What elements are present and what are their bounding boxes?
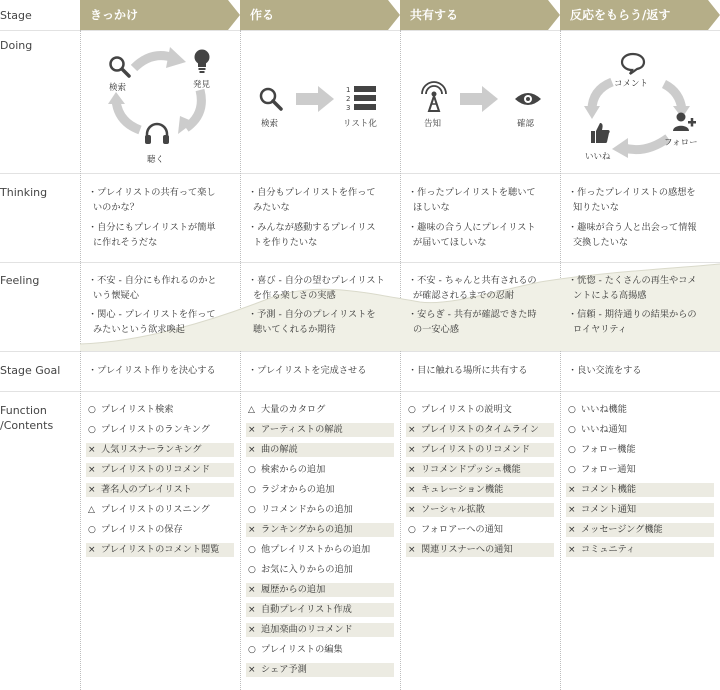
doing-label-listen: 聴く — [147, 155, 165, 165]
search-icon — [258, 86, 284, 112]
feeling-text: の一安心感 — [413, 324, 459, 335]
stage-goal-text: ・目に触れる場所に共有する — [408, 365, 528, 376]
function-item-label: 関連リスナーへの通知 — [421, 544, 513, 555]
function-status-mark: ○ — [568, 425, 576, 435]
function-item — [246, 523, 394, 537]
function-item — [566, 483, 714, 497]
thinking-text: いのかな？ — [93, 202, 139, 213]
feeling-text: 聴いてくれるか期待 — [253, 324, 336, 335]
function-item — [246, 583, 394, 597]
function-item-label: フォロー機能 — [581, 444, 636, 455]
stage-goal-text: ・プレイリスト作りを決心する — [88, 365, 216, 376]
function-status-mark: × — [568, 545, 576, 555]
function-item-label: プレイリストのランキング — [101, 424, 210, 435]
function-item — [86, 443, 234, 457]
thinking-text: ・作ったプレイリストの感想を — [568, 187, 696, 198]
right-arrow — [296, 86, 336, 112]
function-status-mark: ○ — [408, 405, 416, 415]
function-item-label: プレイリストのリコメンド — [101, 464, 211, 475]
svg-text:3: 3 — [346, 104, 351, 112]
function-item-label: 検索からの追加 — [261, 464, 326, 475]
search-icon — [108, 55, 132, 79]
function-status-mark: × — [408, 545, 416, 555]
function-item — [406, 443, 554, 457]
stage-label: 共有する — [410, 8, 459, 22]
doing-label-announce: 告知 — [424, 119, 442, 129]
function-item — [86, 503, 234, 517]
function-item-label: 追加楽曲のリコメンド — [261, 624, 353, 635]
thinking-text: ・趣味が合う人と出会って情報 — [568, 222, 697, 233]
function-status-mark: × — [248, 625, 256, 635]
eye-icon — [514, 91, 542, 107]
function-item-label: リコメンドからの追加 — [261, 504, 353, 515]
headphones-icon — [144, 122, 170, 146]
svg-text:1: 1 — [346, 86, 351, 94]
row-label-thinking: Thinking — [0, 186, 48, 199]
feeling-text: みたいという欲求喚起 — [93, 324, 185, 335]
function-item-label: 自動プレイリスト作成 — [261, 604, 352, 615]
function-status-mark: ○ — [88, 405, 96, 415]
feeling-text: ・不安 - ちゃんと共有されるの — [408, 275, 537, 286]
thinking-text: ・自分にもプレイリストが簡単 — [88, 222, 216, 233]
stage-goal-text: ・プレイリストを完成させる — [248, 365, 367, 376]
function-item — [406, 463, 554, 477]
function-item — [246, 543, 394, 557]
function-status-mark: × — [408, 425, 416, 435]
function-item — [246, 623, 394, 637]
function-status-mark: × — [248, 665, 256, 675]
function-item — [406, 503, 554, 517]
function-item — [86, 403, 234, 417]
function-status-mark: × — [568, 525, 576, 535]
function-item-label: リコメンドプッシュ機能 — [421, 464, 521, 475]
thinking-text: ほしいな — [413, 202, 450, 213]
function-item-label: コメント通知 — [581, 504, 637, 515]
column-divider — [560, 30, 561, 690]
function-item-label: フォロアーへの通知 — [421, 524, 503, 535]
cycle-arrow-right — [176, 88, 216, 138]
function-item — [86, 483, 234, 497]
feeling-text: ・信頼 - 期待通りの結果からの — [568, 309, 697, 320]
function-item — [406, 483, 554, 497]
feeling-text: ントによる高揚感 — [573, 290, 647, 301]
function-status-mark: ○ — [248, 545, 256, 555]
feeling-text: ・不安 - 自分にも作れるのかと — [88, 275, 217, 286]
stage-label: 作る — [250, 8, 275, 22]
function-item — [86, 523, 234, 537]
function-item-label: プレイリスト検索 — [101, 404, 174, 415]
function-item-label: お気に入りからの追加 — [261, 564, 353, 575]
function-item-label: プレイリストのコメント閲覧 — [101, 544, 220, 555]
thinking-text: みたいな — [253, 202, 290, 213]
stage-header-trigger — [80, 0, 240, 30]
function-status-mark: × — [408, 445, 416, 455]
function-status-mark: × — [248, 525, 256, 535]
thinking-text: ・作ったプレイリストを聴いて — [408, 187, 536, 198]
function-item-label: コミュニティ — [581, 544, 636, 555]
thinking-text: ・みんなが感動するプレイリス — [248, 222, 376, 233]
function-item — [566, 543, 714, 557]
row-divider — [0, 30, 720, 31]
feeling-text: ・喜び - 自分の望むプレイリスト — [248, 275, 385, 286]
stage-header-share — [400, 0, 560, 30]
function-item-label: プレイリストのリスニング — [101, 504, 210, 515]
thumbs-up-icon — [590, 122, 610, 144]
function-item-label: プレイリストの説明文 — [421, 404, 512, 415]
function-status-mark: × — [88, 485, 96, 495]
function-item-label: 曲の解説 — [261, 444, 298, 455]
function-item — [246, 423, 394, 437]
function-item-label: シェア予測 — [261, 664, 307, 675]
feeling-text: を作る楽しさの実感 — [253, 290, 336, 301]
function-item — [246, 603, 394, 617]
function-item — [406, 403, 554, 417]
function-status-mark: × — [248, 605, 256, 615]
function-item-label: いいね通知 — [581, 424, 627, 435]
function-status-mark: × — [408, 485, 416, 495]
function-item — [406, 523, 554, 537]
function-status-mark: ○ — [248, 565, 256, 575]
row-divider — [0, 173, 720, 174]
column-divider — [240, 30, 241, 690]
column-divider — [80, 30, 81, 690]
function-item — [246, 443, 394, 457]
function-item-label: ソーシャル拡散 — [421, 504, 485, 515]
row-label-function: Function — [0, 404, 47, 417]
function-item — [246, 643, 394, 657]
function-item — [566, 443, 714, 457]
function-item — [406, 423, 554, 437]
cycle-arrow-left — [582, 76, 618, 120]
function-item — [86, 423, 234, 437]
thinking-text: 交換したいな — [573, 237, 629, 248]
function-item-label: メッセージング機能 — [581, 524, 663, 535]
broadcast-icon — [420, 84, 448, 112]
function-status-mark: × — [88, 445, 96, 455]
speech-bubble-icon — [620, 52, 646, 74]
function-status-mark: ○ — [568, 465, 576, 475]
thinking-text: 知りたいな — [573, 202, 619, 213]
doing-label-search: 検索 — [109, 83, 127, 93]
doing-label-confirm: 確認 — [517, 119, 535, 129]
stage-header-react — [560, 0, 720, 30]
function-item-label: プレイリストの編集 — [261, 644, 343, 655]
feeling-text: ・安らぎ - 共有が確認できた時 — [408, 309, 537, 320]
cycle-arrow-bottom — [612, 132, 672, 162]
function-item-label: 著名人のプレイリスト — [101, 484, 192, 495]
feeling-text: が確認されるまでの忍耐 — [413, 290, 515, 301]
function-item-label: 他プレイリストからの追加 — [261, 544, 371, 555]
function-item-label: キュレーション機能 — [421, 484, 504, 495]
feeling-text: ロイヤリティ — [573, 324, 627, 335]
column-divider — [400, 30, 401, 690]
row-label-stage: Stage — [0, 9, 32, 22]
function-item — [86, 543, 234, 557]
function-item-label: フォロー通知 — [581, 464, 636, 475]
doing-label-search: 検索 — [261, 119, 279, 129]
stage-goal-text: ・良い交流をする — [568, 365, 642, 376]
thinking-text: トを作りたいな — [253, 237, 318, 248]
function-status-mark: ○ — [568, 405, 576, 415]
function-item — [246, 403, 394, 417]
doing-label-discover: 発見 — [193, 80, 211, 90]
function-item-label: プレイリストの保存 — [101, 524, 183, 535]
function-status-mark: × — [408, 465, 416, 475]
numbered-list-icon — [346, 84, 378, 112]
function-item — [246, 563, 394, 577]
function-status-mark: ○ — [408, 525, 416, 535]
function-item — [246, 483, 394, 497]
function-status-mark: ○ — [88, 525, 96, 535]
thinking-text: ・自分もプレイリストを作って — [248, 187, 376, 198]
function-status-mark: △ — [248, 405, 255, 415]
function-status-mark: ○ — [248, 485, 256, 495]
function-status-mark: × — [568, 485, 576, 495]
function-item-label: プレイリストのタイムライン — [421, 424, 539, 435]
row-label-contents: /Contents — [0, 419, 54, 432]
function-status-mark: × — [88, 545, 96, 555]
svg-text:2: 2 — [346, 95, 351, 103]
function-item — [246, 463, 394, 477]
function-status-mark: ○ — [248, 645, 256, 655]
doing-label-list: リスト化 — [343, 119, 377, 129]
stage-label: きっかけ — [90, 8, 139, 22]
feeling-text: ・恍惚 - たくさんの再生やコメ — [568, 275, 697, 286]
stage-header-create — [240, 0, 400, 30]
function-status-mark: × — [568, 505, 576, 515]
feeling-text: いう懐疑心 — [93, 290, 139, 301]
thinking-text: が届いてほしいな — [413, 237, 487, 248]
lightbulb-icon — [193, 49, 211, 75]
doing-label-comment: コメント — [614, 79, 649, 89]
function-status-mark: × — [248, 585, 256, 595]
function-status-mark: × — [408, 505, 416, 515]
function-item-label: アーティストの解説 — [261, 424, 343, 435]
row-divider — [0, 391, 720, 392]
row-divider — [0, 351, 720, 352]
doing-label-follow: フォロー — [664, 138, 698, 148]
feeling-text: ・関心 - プレイリストを作って — [88, 309, 216, 320]
cycle-arrow-left — [108, 92, 148, 136]
function-status-mark: ○ — [248, 505, 256, 515]
function-item — [566, 423, 714, 437]
function-item — [566, 403, 714, 417]
function-item — [566, 463, 714, 477]
thinking-text: ・プレイリストの共有って楽し — [88, 187, 216, 198]
stage-label: 反応をもらう/返す — [570, 8, 671, 22]
add-user-icon — [672, 112, 696, 132]
right-arrow — [460, 86, 500, 112]
function-status-mark: ○ — [568, 445, 576, 455]
function-item — [566, 523, 714, 537]
function-item-label: 人気リスナーランキング — [101, 444, 202, 455]
function-status-mark: × — [248, 445, 256, 455]
function-item — [566, 503, 714, 517]
thinking-text: ・趣味の合う人にプレイリスト — [408, 222, 536, 233]
function-item — [246, 503, 394, 517]
function-status-mark: ○ — [248, 465, 256, 475]
function-item-label: プレイリストのリコメンド — [421, 444, 531, 455]
function-item-label: コメント機能 — [581, 484, 637, 495]
function-item-label: ランキングからの追加 — [261, 524, 353, 535]
function-status-mark: × — [88, 465, 96, 475]
function-item-label: いいね機能 — [581, 404, 627, 415]
function-item — [406, 543, 554, 557]
row-label-stage-goal: Stage Goal — [0, 364, 61, 377]
function-status-mark: △ — [88, 505, 95, 515]
function-status-mark: × — [248, 425, 256, 435]
function-item-label: 履歴からの追加 — [261, 584, 326, 595]
doing-label-like: いいね — [585, 152, 611, 162]
function-item-label: 大量のカタログ — [261, 404, 326, 415]
row-label-doing: Doing — [0, 39, 33, 52]
feeling-text: ・予測 - 自分のプレイリストを — [248, 309, 376, 320]
thinking-text: に作れそうだな — [93, 237, 158, 248]
function-item — [86, 463, 234, 477]
row-label-feeling: Feeling — [0, 274, 40, 287]
function-item — [246, 663, 394, 677]
function-item-label: ラジオからの追加 — [261, 484, 335, 495]
function-status-mark: ○ — [88, 425, 96, 435]
cycle-arrow-top — [130, 46, 190, 86]
